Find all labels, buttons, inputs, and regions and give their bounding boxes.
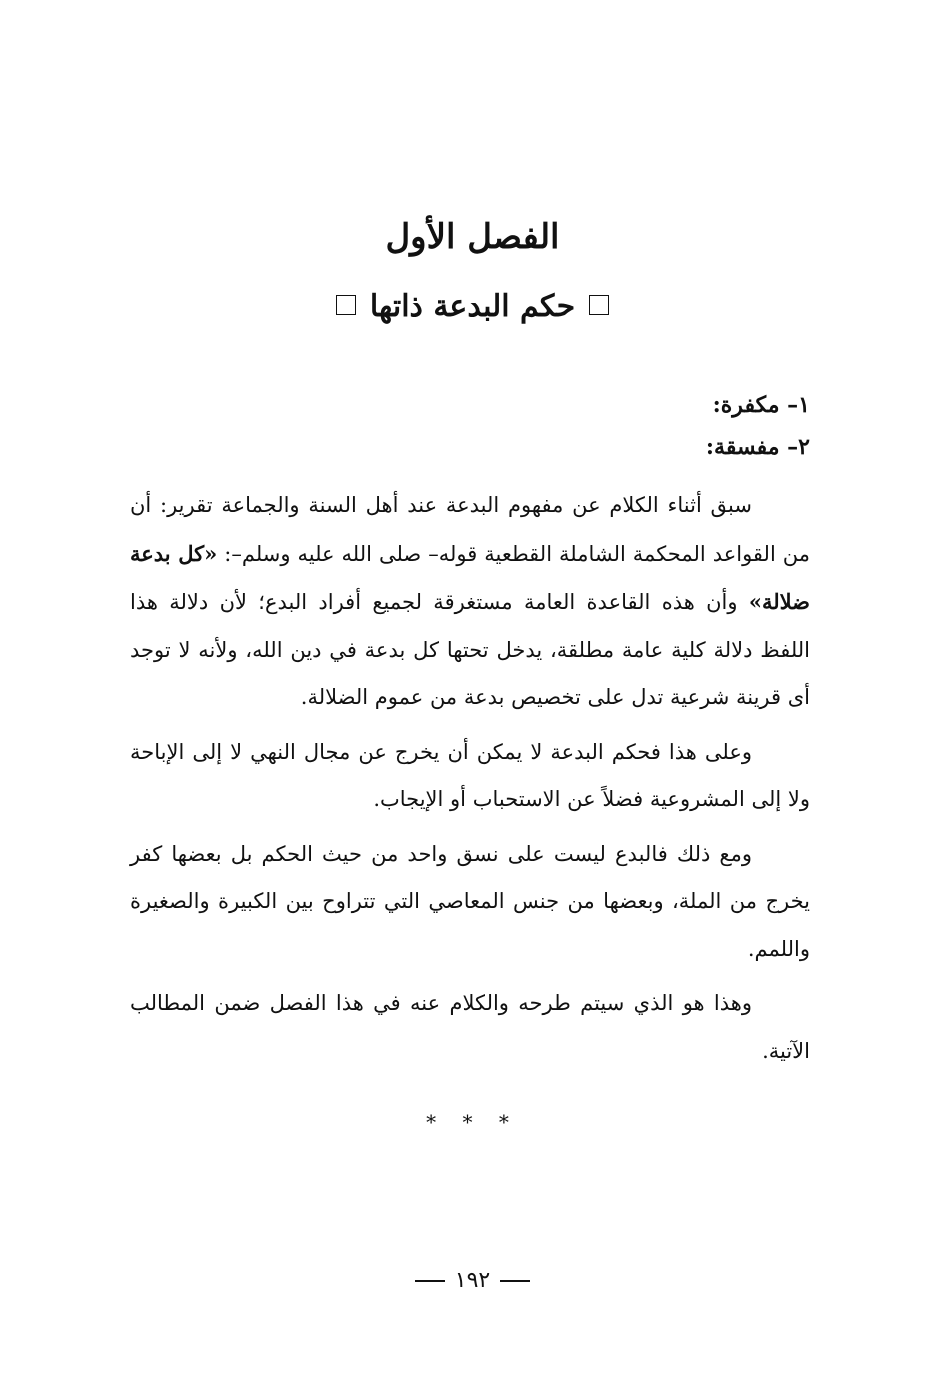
square-ornament-icon bbox=[589, 295, 609, 315]
paragraph-3: ومع ذلك فالبدع ليست على نسق واحد من حيث الحكم بل بعضها كفر يخرج من الملة، وبعضها من جنس المعاصي التي تتراوح بين الكبيرة والصغيرة واللمم. bbox=[130, 841, 810, 961]
type-item-mufassiqa: ٢– مفسقة: bbox=[705, 434, 810, 460]
page-number-footer bbox=[0, 1268, 945, 1293]
chapter-title: الفصل الأول bbox=[385, 217, 560, 257]
body-text bbox=[130, 482, 810, 1075]
section-separator: * * * bbox=[426, 1110, 519, 1134]
paragraph-2: وعلى هذا فحكم البدعة لا يمكن أن يخرج عن مجال النهي لا إلى الإباحة ولا إلى المشروعية فضلاً عن الاستحباب أو الإيجاب. bbox=[130, 739, 810, 811]
paragraph-1-rest: وأن هذه القاعدة العامة مستغرقة لجميع أفراد البدع؛ لأن دلالة هذا اللفظ دلالة كلية عامة مطلقة، يدخل تحتها كل بدعة في دين الله، ولأنه لا توجد أى قرينة شرعية تدل على تخصيص بدعة من عموم الضلالة. bbox=[130, 590, 810, 709]
paragraph-1-intro: سبق أثناء الكلام عن مفهوم البدعة عند أهل السنة والجماعة تقرير: أن من القواعد المحكمة الشاملة القطعية قوله– صلى الله عليه وسلم–: bbox=[130, 493, 810, 566]
bidah-types-list bbox=[130, 384, 810, 468]
type-item-mukaffira: ١– مكفرة: bbox=[712, 392, 810, 418]
square-ornament-icon bbox=[336, 295, 356, 315]
chapter-subtitle bbox=[0, 282, 945, 332]
page-number: ١٩٢ bbox=[454, 1268, 491, 1293]
dash-left bbox=[415, 1280, 445, 1282]
dash-right bbox=[500, 1280, 530, 1282]
paragraph-4: وهذا هو الذي سيتم طرحه والكلام عنه في هذا الفصل ضمن المطالب الآتية. bbox=[130, 991, 810, 1063]
subtitle-text: حكم البدعة ذاتها bbox=[369, 289, 576, 324]
hadith-quote: «كل بدعة ضلالة» bbox=[130, 540, 810, 614]
paragraph-1 bbox=[130, 482, 810, 722]
